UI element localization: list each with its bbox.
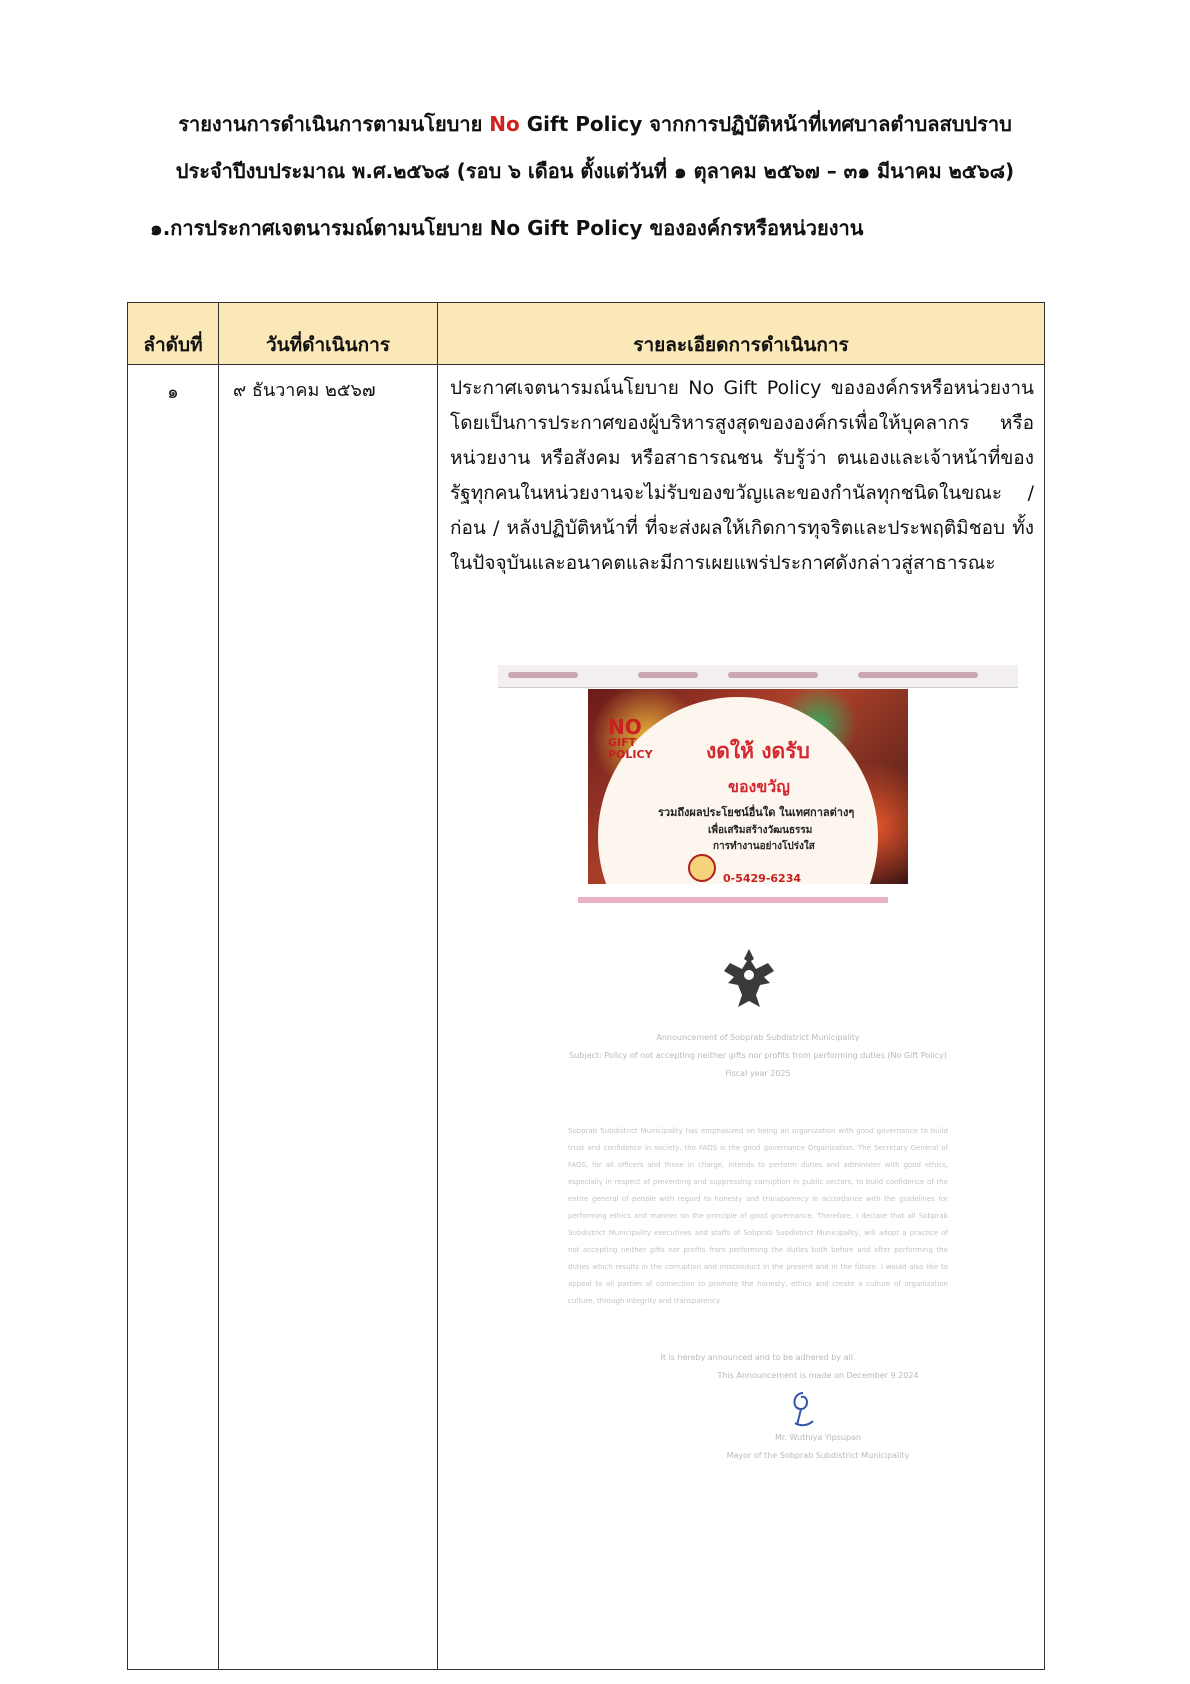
title-prefix: รายงานการดำเนินการตามนโยบาย	[178, 112, 483, 136]
caption-bar	[578, 897, 888, 903]
signatory-position: Mayor of the Sobprab Subdistrict Municipality	[726, 1451, 910, 1460]
announcement-document	[498, 935, 1018, 1460]
announcement-title: Announcement of Sobprab Subdistrict Municipality	[656, 1033, 860, 1042]
no-gift-logo: NO GIFT POLICY	[608, 715, 653, 761]
title-suffix: Gift Policy จากการปฏิบัติหน้าที่เทศบาลตำบลสบปราบ	[526, 112, 1012, 136]
announcement-subject: Subject: Policy of not accepting neither gifts nor profits from performing duties (No Gift Policy)	[569, 1051, 947, 1060]
signatory-name: Mr. Wuthiya Yipsupan	[774, 1433, 862, 1442]
municipality-seal-icon	[688, 854, 716, 882]
banner-subtitle: ของขวัญ	[728, 777, 790, 796]
row-detail-cell	[438, 365, 1045, 1670]
announcement-date: This Announcement is made on December 9 2024	[717, 1371, 919, 1380]
banner-title: งดให้ งดรับ	[706, 739, 810, 763]
announcement-fiscal: Fiscal year 2025	[725, 1069, 791, 1078]
report-title-line2: ประจำปีงบประมาณ พ.ศ.๒๕๖๘ (รอบ ๖ เดือน ตั้งแต่วันที่ ๑ ตุลาคม ๒๕๖๗ – ๓๑ มีนาคม ๒๕๖๘)	[175, 159, 1015, 183]
table-header-row	[128, 303, 1045, 365]
col-header-index: ลำดับที่	[128, 303, 219, 365]
col-header-date: วันที่ดำเนินการ	[219, 303, 438, 365]
row-detail-text: ประกาศเจตนารมณ์นโยบาย No Gift Policy ขององค์กรหรือหน่วยงาน โดยเป็นการประกาศของผู้บริหารสูงสุดขององค์กรเพื่อให้บุคลากร หรือหน่วยงาน หรือสังคม หรือสาธารณชน รับรู้ว่า ตนเองและเจ้าหน้าที่ของรัฐทุกคนในหน่วยงานจะไม่รับของขวัญและของกำนัลทุกชนิดในขณะ / ก่อน / หลังปฏิบัติหน้าที่ ที่จะส่งผลให้เกิดการทุจริตและประพฤติมิชอบ ทั้งในปัจจุบันและอนาคตและมีการเผยแพร่ประกาศดังกล่าวสู่สาธารณะ	[450, 377, 1034, 574]
report-table	[127, 302, 1045, 1670]
table-row	[128, 365, 1045, 1670]
banner-phone: 0-5429-6234	[723, 872, 802, 884]
announcement-closing: It is hereby announced and to be adhered by all.	[660, 1353, 856, 1362]
banner-line3: รวมถึงผลประโยชน์อื่นใด ในเทศกาลต่างๆ	[658, 806, 855, 819]
banner-line5: การทำงานอย่างโปร่งใส	[713, 841, 815, 852]
garuda-emblem-icon	[720, 945, 778, 1015]
col-header-detail: รายละเอียดการดำเนินการ	[438, 303, 1045, 365]
row-date: ๙ ธันวาคม ๒๕๖๗	[219, 365, 438, 1670]
section-heading: ๑.การประกาศเจตนารมณ์ตามนโยบาย No Gift Policy ขององค์กรหรือหน่วยงาน	[150, 216, 864, 240]
browser-bar	[498, 665, 1018, 688]
title-no-red: No	[489, 112, 520, 136]
banner-line4: เพื่อเสริมสร้างวัฒนธรรม	[708, 825, 813, 836]
signature-mark	[783, 1387, 823, 1431]
row-index: ๑	[128, 365, 219, 1670]
website-screenshot	[498, 665, 1018, 910]
no-gift-banner	[588, 689, 908, 884]
announcement-body: Sobprab Subdistrict Municipality has emphasized on being an organization with good governance to build trust and confidence in society, the FAOS is the good governance Organization. The Secretary General of FAOS, for all officers and those in charge, intends to perform duties and administer with good ethics, especially in respect of preventing and suppressing corruption in public sectors, to build confidence of the entire general of people with regard to honesty and transparency in accordance with the guidelines for performing ethics and manner on the principle of good governance. Therefore, I declare that all Sobprab Subdistrict Municipality executives and staffs of Sobprab Subdistrict Municipality, will adopt a practice of not accepting neither gifts nor profits from performing the duties both before and after performing the duties which results in the corruption and misconduct in the present and in the future. I would also like to appeal to all parties of connection to promote the honesty, ethics and create a culture of organization culture, through integrity and transparency.	[568, 1127, 948, 1305]
report-title-line1	[0, 108, 1190, 140]
